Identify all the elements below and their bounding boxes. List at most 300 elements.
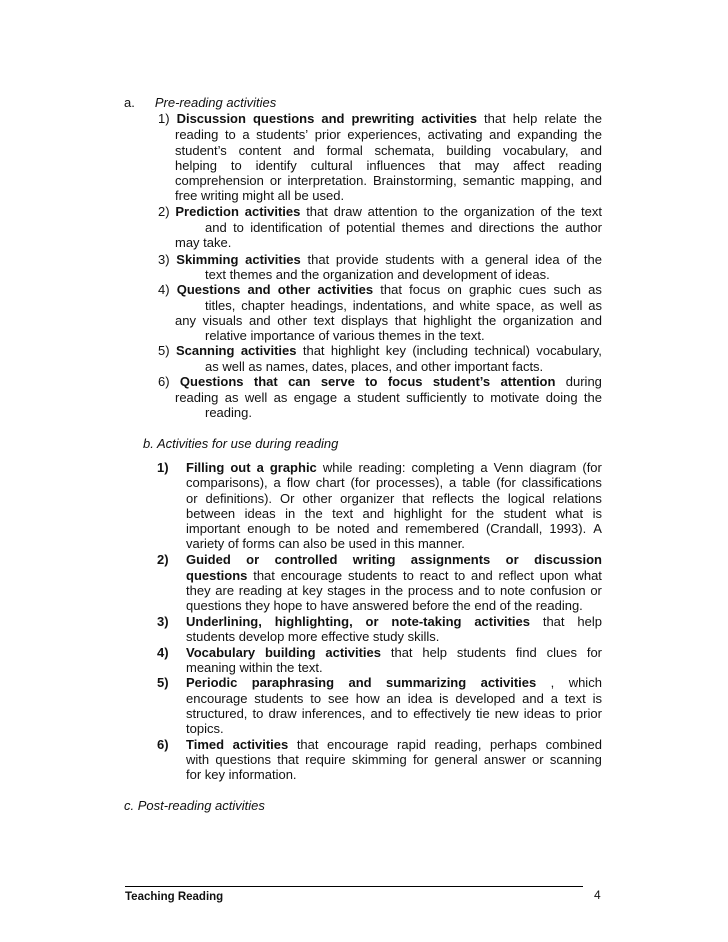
item-bold-text: graphic — [269, 460, 317, 475]
line-text: an — [386, 691, 401, 706]
item-bold-text: questions — [252, 111, 315, 126]
line-text: comprehension — [175, 173, 264, 188]
line-text: Brainstorming, — [372, 173, 457, 188]
line-text: and — [458, 583, 480, 598]
item-text: the — [583, 252, 602, 267]
line-text: Or — [280, 491, 295, 506]
line-text: developed — [455, 691, 516, 706]
item-text: vocabulary, — [536, 343, 602, 358]
line-text: inferences, — [301, 706, 366, 721]
item-text: combined — [545, 737, 602, 752]
item-text: (including — [412, 343, 468, 358]
item-text: during — [565, 374, 602, 389]
line-text: require — [305, 752, 346, 767]
line-text: identification — [250, 220, 323, 235]
list-item-a-1 — [158, 111, 602, 126]
item-bold-text: Questions — [176, 282, 241, 297]
item-text: attention — [367, 204, 418, 219]
item-line — [186, 706, 602, 721]
line-text: encourage — [186, 691, 248, 706]
item-line: for key information. — [186, 767, 297, 782]
item-bold-text: can — [288, 374, 311, 389]
line-text: chapter — [241, 298, 285, 313]
item-text: completing — [411, 460, 475, 475]
item-text: that — [380, 282, 402, 297]
line-text: to — [559, 706, 571, 721]
item-text: as — [588, 282, 602, 297]
line-text: process — [407, 583, 454, 598]
line-text: they — [186, 583, 211, 598]
line-text: helping — [175, 158, 217, 173]
item-bold-text: Timed — [186, 737, 225, 752]
item-text: help — [577, 614, 602, 629]
line-text: as — [540, 298, 555, 313]
line-text: (for — [496, 475, 516, 490]
line-text: is — [439, 691, 449, 706]
line-text: ideas — [244, 506, 276, 521]
item-text: encourage — [327, 737, 389, 752]
item-text: that — [542, 614, 565, 629]
line-text: influences — [366, 158, 426, 173]
line-text: enough — [247, 521, 291, 536]
item-bold-text: student’s — [432, 374, 491, 389]
line-text: indentations, — [352, 298, 427, 313]
item-bold-text: and — [348, 675, 372, 690]
item-line — [186, 475, 602, 490]
item-bold-text: building — [264, 645, 316, 660]
item-bold-text: prewriting — [351, 111, 415, 126]
line-text: structured, — [186, 706, 248, 721]
line-text: reflects — [431, 491, 474, 506]
item-bold-text: and — [321, 111, 345, 126]
line-text: ideas — [523, 706, 555, 721]
line-text: and — [522, 691, 544, 706]
line-text: at — [286, 583, 298, 598]
line-text: a — [273, 475, 281, 490]
item-bold-text: attention — [500, 374, 556, 389]
item-number: 6) — [158, 374, 170, 389]
item-bold-text: controlled — [274, 552, 338, 567]
item-bold-text: activities — [245, 252, 301, 267]
item-bold-text: activities — [232, 737, 289, 752]
line-text: themes — [401, 220, 445, 235]
line-text: schemata, — [374, 143, 435, 158]
line-text: well — [559, 298, 583, 313]
item-bold-text: Questions — [179, 374, 244, 389]
line-text: the — [583, 127, 602, 142]
item-text: organization — [463, 204, 535, 219]
item-text: to — [402, 568, 414, 583]
item-bold-text: Skimming — [176, 252, 239, 267]
line-text: effectively — [413, 706, 471, 721]
item-line — [186, 491, 602, 506]
item-line: free writing might all be used. — [175, 188, 345, 203]
item-text: to — [454, 568, 466, 583]
item-number: 2) — [157, 552, 169, 567]
item-bold-text: activities — [244, 204, 301, 219]
list-item-b-6 — [186, 737, 602, 752]
section-c-heading: c. Post-reading activities — [124, 798, 265, 813]
line-text: the — [481, 491, 500, 506]
line-text: as — [588, 298, 602, 313]
item-text: of — [566, 252, 578, 267]
section-a-title: Pre-reading activities — [154, 95, 277, 110]
item-text: clues — [546, 645, 577, 660]
item-text: key — [385, 343, 406, 358]
item-text: react — [419, 568, 449, 583]
item-line: text themes and the organization and development of ideas. — [205, 267, 550, 282]
line-text: is — [592, 691, 602, 706]
item-line: reading. — [205, 405, 252, 420]
section-b-heading: b. Activities for use during reading — [143, 436, 339, 451]
line-text: highlight — [393, 506, 443, 521]
line-text: potential — [346, 220, 396, 235]
item-text: reading: — [358, 460, 406, 475]
line-text: organizer — [340, 491, 395, 506]
item-text: the — [439, 204, 459, 219]
item-text: help — [512, 111, 538, 126]
line-text: directions — [478, 220, 535, 235]
line-text: student — [503, 506, 547, 521]
list-item-a-5 — [158, 343, 602, 358]
line-text: processes), — [375, 475, 444, 490]
line-text: to — [233, 220, 244, 235]
line-text: text — [313, 313, 335, 328]
line-text: what — [555, 506, 584, 521]
line-text: may — [474, 158, 500, 173]
line-text: chart — [315, 475, 345, 490]
page-number: 4 — [594, 888, 601, 902]
line-text: text — [564, 691, 586, 706]
item-bold-text: to — [365, 374, 378, 389]
item-line — [205, 298, 602, 313]
item-line: questions they hope to have answered before the end of the reading. — [186, 598, 583, 613]
line-text: headings, — [290, 298, 347, 313]
line-text: content — [238, 143, 282, 158]
item-line — [175, 313, 602, 328]
item-bold-text: Underlining, — [186, 614, 262, 629]
item-bold-text: activities — [240, 343, 297, 358]
item-number: 6) — [157, 737, 169, 752]
item-text: a — [480, 460, 488, 475]
line-text: to — [230, 158, 242, 173]
line-text: vocabulary, — [502, 143, 569, 158]
item-line — [175, 173, 602, 188]
footer-rule — [125, 886, 583, 887]
line-text: that — [402, 491, 424, 506]
line-text: confusion — [529, 583, 586, 598]
line-text: and — [248, 313, 271, 328]
item-bold-text: activities — [474, 614, 530, 629]
line-text: A — [593, 521, 602, 536]
line-text: in — [285, 506, 296, 521]
item-text: general — [484, 252, 529, 267]
line-text: and — [370, 706, 393, 721]
item-text: focus — [409, 282, 441, 297]
item-text: reading, — [434, 737, 482, 752]
line-text: (for — [350, 475, 371, 490]
line-text: and — [205, 220, 227, 235]
line-text: other — [302, 491, 333, 506]
item-bold-text: other — [277, 282, 311, 297]
line-text: between — [186, 506, 236, 521]
line-text: flow — [286, 475, 310, 490]
line-text: any — [175, 313, 196, 328]
item-text: students — [347, 568, 398, 583]
item-text: that — [253, 568, 275, 583]
item-bold-text: Vocabulary — [186, 645, 256, 660]
item-text: that — [306, 204, 328, 219]
line-text: or — [532, 752, 544, 767]
item-text: that — [296, 737, 319, 752]
item-text: Venn — [493, 460, 524, 475]
item-bold-text: Prediction — [175, 204, 239, 219]
line-text: or — [269, 173, 282, 188]
item-text: on — [447, 282, 462, 297]
item-text: that — [302, 343, 325, 358]
item-bold-text: or — [505, 552, 519, 567]
line-text: stages — [327, 583, 366, 598]
item-text: for — [586, 645, 602, 660]
item-number: 1) — [157, 460, 169, 475]
item-bold-text: Guided — [186, 552, 231, 567]
line-text: activating — [427, 127, 483, 142]
line-text: semantic — [462, 173, 515, 188]
list-item-b-2 — [186, 552, 602, 567]
item-bold-text: Periodic — [186, 675, 238, 690]
line-text: logical — [507, 491, 545, 506]
line-text: skimming — [351, 752, 407, 767]
line-text: sufficiently — [406, 390, 467, 405]
item-bold-text: summarizing — [386, 675, 467, 690]
item-bold-text: Discussion — [176, 111, 246, 126]
line-text: motivate — [490, 390, 540, 405]
line-text: building — [446, 143, 492, 158]
line-text: in — [370, 583, 381, 598]
item-number: 5) — [157, 675, 169, 690]
item-number: 3) — [158, 252, 170, 267]
item-text: a — [470, 252, 479, 267]
item-bold-text: and — [247, 282, 271, 297]
item-text: that — [484, 111, 506, 126]
line-text: and — [432, 298, 455, 313]
line-text: and — [293, 143, 315, 158]
list-item-b-4 — [186, 645, 602, 660]
section-a-letter: a. — [124, 95, 135, 110]
line-text: doing — [545, 390, 578, 405]
item-line: variety of forms can also be used in this manner. — [186, 536, 465, 551]
line-text: general — [434, 752, 478, 767]
line-text: to — [310, 691, 322, 706]
item-text: and — [470, 568, 493, 583]
line-text: key — [302, 583, 323, 598]
line-text: for — [451, 506, 467, 521]
item-text: perhaps — [490, 737, 538, 752]
line-text: relations — [552, 491, 602, 506]
line-text: student’s — [175, 143, 227, 158]
section-a-heading — [124, 95, 276, 110]
line-text: text — [332, 506, 354, 521]
line-text: with — [186, 752, 210, 767]
item-bold-text: note-taking — [391, 614, 462, 629]
line-text: and — [580, 313, 602, 328]
list-item-b-1 — [186, 460, 602, 475]
line-text: definitions). — [205, 491, 273, 506]
item-bold-text: or — [365, 614, 379, 629]
line-text: as — [273, 390, 288, 405]
line-text: draw — [268, 706, 297, 721]
list-item-a-2 — [158, 204, 602, 219]
item-line: relative importance of various themes in the text. — [205, 328, 485, 343]
item-bold-text: activities — [317, 282, 374, 297]
item-text: that — [390, 645, 413, 660]
line-text: formal — [326, 143, 363, 158]
line-text: a — [343, 390, 351, 405]
line-text: as — [224, 390, 239, 405]
line-text: interpretation. — [287, 173, 367, 188]
item-bold-text: Filling — [186, 460, 225, 475]
line-text: and — [580, 143, 602, 158]
item-text: provide — [335, 252, 379, 267]
item-line — [186, 691, 602, 706]
line-text: titles, — [205, 298, 236, 313]
item-text: reflect — [498, 568, 534, 583]
item-text: find — [515, 645, 537, 660]
item-bold-text: activities — [480, 675, 537, 690]
line-text: author — [565, 220, 602, 235]
line-text: reading — [558, 158, 602, 173]
line-text: how — [355, 691, 380, 706]
item-text: cues — [518, 282, 547, 297]
item-bold-text: questions — [186, 568, 248, 583]
item-line — [186, 752, 602, 767]
line-text: answer — [483, 752, 526, 767]
item-text: technical) — [474, 343, 531, 358]
line-text: highlight — [423, 313, 472, 328]
item-text: students — [456, 645, 506, 660]
item-line — [175, 143, 602, 158]
item-number: 5) — [158, 343, 170, 358]
line-text: and — [362, 506, 385, 521]
item-text: such — [553, 282, 581, 297]
item-text: the — [557, 204, 576, 219]
line-text: for — [412, 752, 429, 767]
item-number: 4) — [158, 282, 170, 297]
line-text: a — [550, 691, 558, 706]
item-bold-text: or — [246, 552, 260, 567]
item-text: what — [574, 568, 602, 583]
item-text: of — [540, 204, 552, 219]
line-text: that — [438, 158, 461, 173]
item-text: , — [550, 675, 555, 690]
line-text: student — [357, 390, 400, 405]
line-text: comparisons), — [186, 475, 268, 490]
line-text: and — [489, 127, 511, 142]
item-text: while — [322, 460, 353, 475]
line-text: table — [462, 475, 491, 490]
line-text: the — [385, 583, 404, 598]
line-text: be — [315, 521, 330, 536]
item-text: idea — [535, 252, 560, 267]
line-text: well — [244, 390, 268, 405]
list-item-a-3 — [158, 252, 602, 267]
item-bold-text: assignments — [410, 552, 491, 567]
item-text: help — [422, 645, 447, 660]
item-bold-text: writing — [352, 552, 396, 567]
item-bold-text: discussion — [534, 552, 602, 567]
item-text: to — [423, 204, 435, 219]
item-text: highlight — [330, 343, 380, 358]
item-line — [175, 158, 602, 173]
line-text: to — [484, 583, 496, 598]
item-text: encourage — [280, 568, 343, 583]
line-text: and — [580, 173, 602, 188]
line-text: tie — [475, 706, 490, 721]
line-text: remembered — [405, 521, 479, 536]
line-text: or — [590, 583, 602, 598]
line-text: (Crandall, — [485, 521, 543, 536]
line-text: reading — [175, 127, 219, 142]
item-line: topics. — [186, 721, 224, 736]
line-text: noted — [336, 521, 370, 536]
line-text: the — [478, 313, 497, 328]
line-text: affect — [513, 158, 545, 173]
item-line: as well as names, dates, places, and other important facts. — [205, 359, 544, 374]
item-bold-text: activities — [325, 645, 382, 660]
line-text: note — [499, 583, 526, 598]
item-line — [175, 390, 602, 405]
line-text: a — [242, 127, 250, 142]
item-line — [186, 568, 602, 583]
item-text: diagram — [529, 460, 577, 475]
item-line — [205, 220, 602, 235]
item-bold-text: highlighting, — [274, 614, 353, 629]
item-number: 3) — [157, 614, 169, 629]
item-text: rapid — [397, 737, 426, 752]
item-line: may take. — [175, 235, 232, 250]
line-text: that — [394, 313, 417, 328]
item-text: text — [580, 204, 602, 219]
line-text: of — [328, 220, 340, 235]
item-line — [186, 521, 602, 536]
item-line: meaning within the text. — [186, 660, 323, 675]
item-text: which — [568, 675, 602, 690]
item-line — [186, 506, 602, 521]
line-text: idea — [407, 691, 433, 706]
line-text: the — [540, 220, 559, 235]
line-text: or — [186, 491, 198, 506]
line-text: the — [304, 506, 323, 521]
item-bold-text: serve — [320, 374, 355, 389]
line-text: see — [327, 691, 349, 706]
line-text: reading — [175, 390, 219, 405]
line-text: prior — [575, 706, 602, 721]
list-item-a-4 — [158, 282, 602, 297]
line-text: cultural — [310, 158, 353, 173]
line-text: classifications — [521, 475, 602, 490]
line-text: the — [476, 506, 495, 521]
line-text: engage — [293, 390, 338, 405]
line-text: 1993). — [549, 521, 587, 536]
item-number: 4) — [157, 645, 169, 660]
line-text: experiences, — [347, 127, 422, 142]
item-text: with — [441, 252, 465, 267]
line-text: white — [459, 298, 491, 313]
line-text: a — [449, 475, 457, 490]
line-text: organization — [502, 313, 574, 328]
line-text: to — [224, 127, 236, 142]
item-number: 2) — [158, 204, 170, 219]
